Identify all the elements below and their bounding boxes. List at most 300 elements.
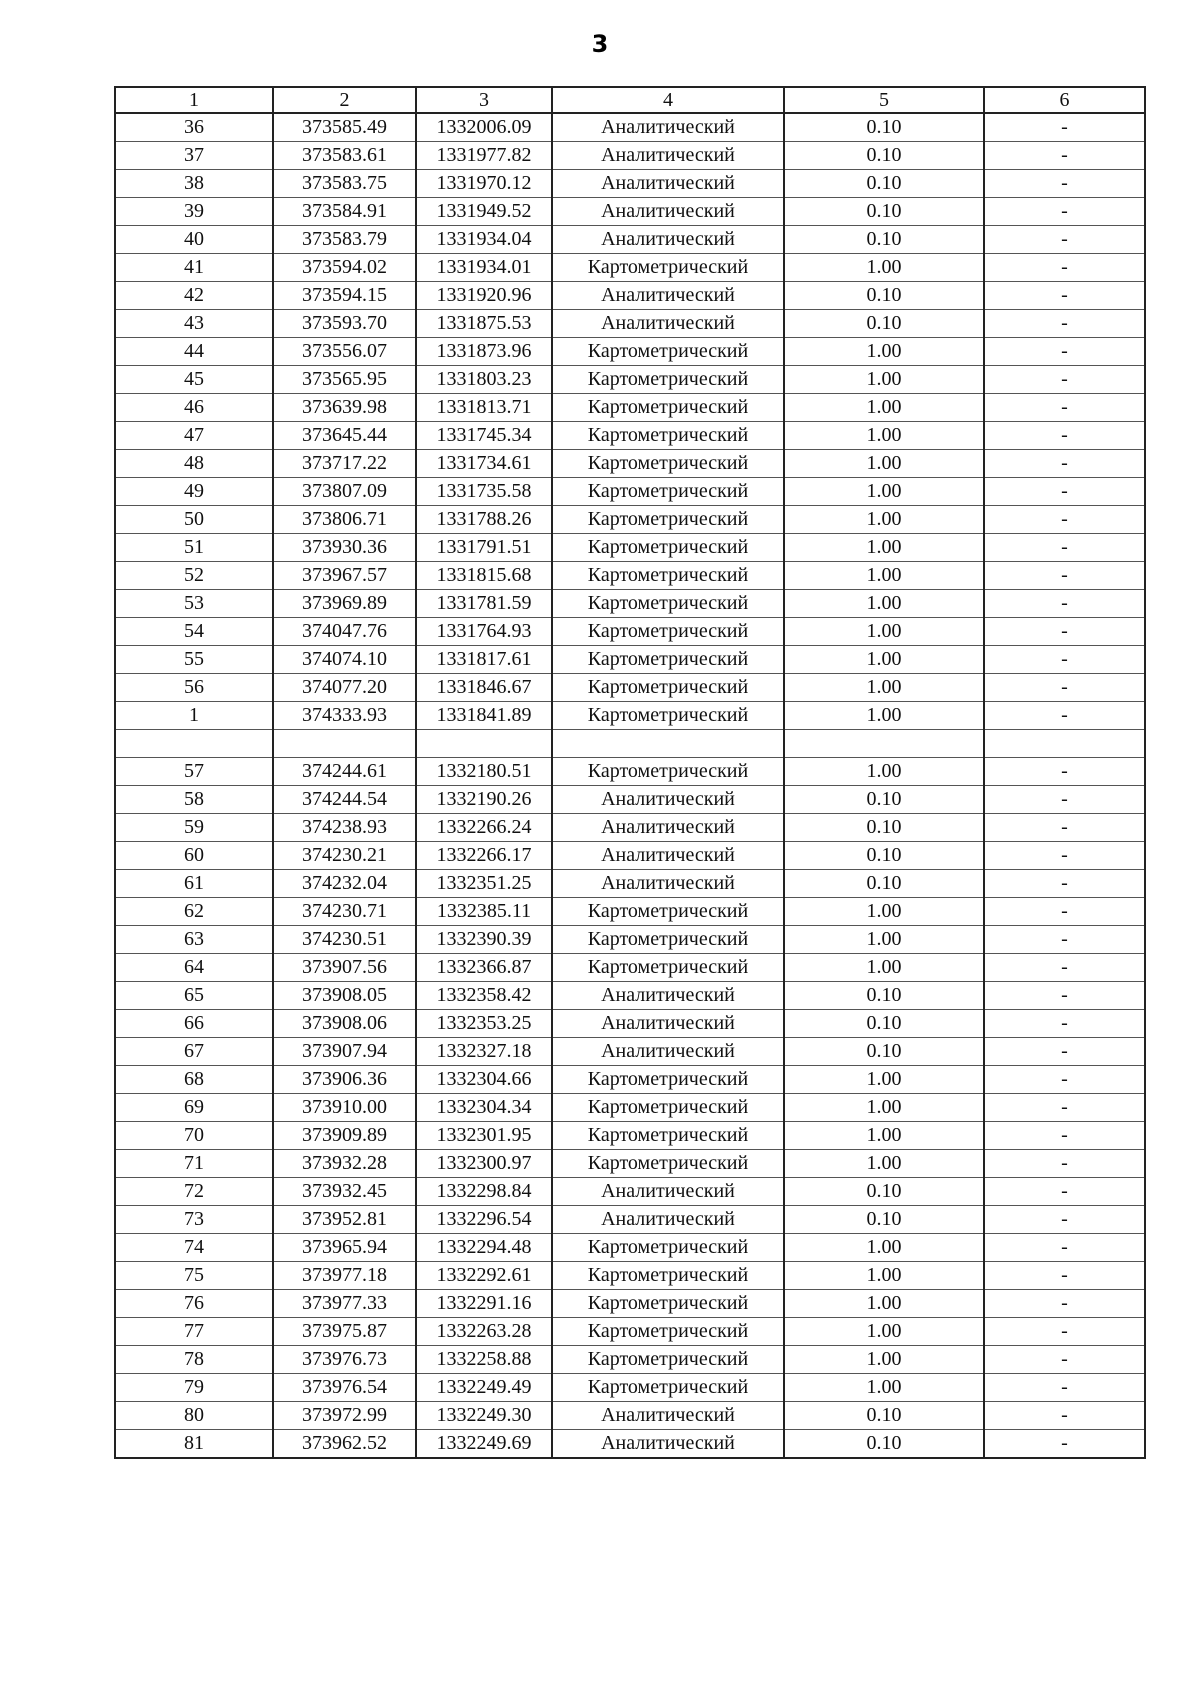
column-header: 4 xyxy=(552,87,784,113)
y-coordinate-cell: 1331735.58 xyxy=(416,478,552,506)
page-number: 3 xyxy=(591,30,609,58)
point-number-cell: 52 xyxy=(115,562,273,590)
note-cell: - xyxy=(984,422,1145,450)
x-coordinate-cell: 373908.06 xyxy=(273,1010,416,1038)
y-coordinate-cell: 1331920.96 xyxy=(416,282,552,310)
note-cell: - xyxy=(984,282,1145,310)
y-coordinate-cell: 1332304.66 xyxy=(416,1066,552,1094)
table-row xyxy=(115,1150,1145,1178)
y-coordinate-cell: 1331873.96 xyxy=(416,338,552,366)
accuracy-cell: 1.00 xyxy=(784,478,984,506)
accuracy-cell: 1.00 xyxy=(784,422,984,450)
accuracy-cell: 0.10 xyxy=(784,142,984,170)
accuracy-cell: 0.10 xyxy=(784,282,984,310)
note-cell: - xyxy=(984,982,1145,1010)
accuracy-cell: 1.00 xyxy=(784,1318,984,1346)
table-row xyxy=(115,1402,1145,1430)
y-coordinate-cell: 1332266.17 xyxy=(416,842,552,870)
point-number-cell: 60 xyxy=(115,842,273,870)
table-row xyxy=(115,170,1145,198)
point-number-cell: 67 xyxy=(115,1038,273,1066)
note-cell: - xyxy=(984,1402,1145,1430)
accuracy-cell: 1.00 xyxy=(784,646,984,674)
y-coordinate-cell: 1332304.34 xyxy=(416,1094,552,1122)
table-row xyxy=(115,422,1145,450)
table-row xyxy=(115,758,1145,786)
y-coordinate-cell: 1332006.09 xyxy=(416,113,552,142)
x-coordinate-cell: 373909.89 xyxy=(273,1122,416,1150)
x-coordinate-cell: 373967.57 xyxy=(273,562,416,590)
table-row xyxy=(115,394,1145,422)
point-number-cell: 69 xyxy=(115,1094,273,1122)
method-cell: Картометрический xyxy=(552,394,784,422)
point-number-cell: 61 xyxy=(115,870,273,898)
point-number-cell: 37 xyxy=(115,142,273,170)
y-coordinate-cell: 1332390.39 xyxy=(416,926,552,954)
note-cell: - xyxy=(984,898,1145,926)
method-cell: Картометрический xyxy=(552,254,784,282)
y-coordinate-cell: 1332300.97 xyxy=(416,1150,552,1178)
point-number-cell: 1 xyxy=(115,702,273,730)
table-row xyxy=(115,1290,1145,1318)
x-coordinate-cell: 374244.54 xyxy=(273,786,416,814)
point-number-cell: 78 xyxy=(115,1346,273,1374)
x-coordinate-cell: 374232.04 xyxy=(273,870,416,898)
note-cell: - xyxy=(984,506,1145,534)
x-coordinate-cell: 373585.49 xyxy=(273,113,416,142)
method-cell: Картометрический xyxy=(552,926,784,954)
note-cell: - xyxy=(984,198,1145,226)
method-cell: Картометрический xyxy=(552,954,784,982)
accuracy-cell: 0.10 xyxy=(784,1038,984,1066)
accuracy-cell: 1.00 xyxy=(784,1094,984,1122)
point-number-cell: 55 xyxy=(115,646,273,674)
accuracy-cell: 0.10 xyxy=(784,1010,984,1038)
point-number-cell: 43 xyxy=(115,310,273,338)
accuracy-cell: 1.00 xyxy=(784,758,984,786)
table-row xyxy=(115,982,1145,1010)
point-number-cell: 68 xyxy=(115,1066,273,1094)
y-coordinate-cell: 1332385.11 xyxy=(416,898,552,926)
note-cell: - xyxy=(984,562,1145,590)
method-cell: Аналитический xyxy=(552,1206,784,1234)
method-cell: Картометрический xyxy=(552,562,784,590)
point-number-cell: 58 xyxy=(115,786,273,814)
method-cell: Картометрический xyxy=(552,1290,784,1318)
x-coordinate-cell: 374238.93 xyxy=(273,814,416,842)
point-number-cell: 62 xyxy=(115,898,273,926)
note-cell: - xyxy=(984,1206,1145,1234)
method-cell: Аналитический xyxy=(552,982,784,1010)
accuracy-cell: 0.10 xyxy=(784,814,984,842)
note-cell: - xyxy=(984,338,1145,366)
point-number-cell: 56 xyxy=(115,674,273,702)
point-number-cell: 65 xyxy=(115,982,273,1010)
note-cell: - xyxy=(984,478,1145,506)
x-coordinate-cell: 373583.75 xyxy=(273,170,416,198)
x-coordinate-cell: 373932.28 xyxy=(273,1150,416,1178)
table-row xyxy=(115,870,1145,898)
x-coordinate-cell: 373976.54 xyxy=(273,1374,416,1402)
table-body xyxy=(115,113,1145,1458)
x-coordinate-cell: 373639.98 xyxy=(273,394,416,422)
accuracy-cell: 0.10 xyxy=(784,113,984,142)
table-row xyxy=(115,226,1145,254)
method-cell: Картометрический xyxy=(552,590,784,618)
x-coordinate-cell: 373594.02 xyxy=(273,254,416,282)
y-coordinate-cell: 1331934.01 xyxy=(416,254,552,282)
method-cell: Аналитический xyxy=(552,1178,784,1206)
table-row xyxy=(115,1094,1145,1122)
note-cell: - xyxy=(984,310,1145,338)
x-coordinate-cell: 374074.10 xyxy=(273,646,416,674)
accuracy-cell: 0.10 xyxy=(784,310,984,338)
x-coordinate-cell: 373952.81 xyxy=(273,1206,416,1234)
x-coordinate-cell: 373977.33 xyxy=(273,1290,416,1318)
method-cell: Картометрический xyxy=(552,534,784,562)
point-number-cell: 50 xyxy=(115,506,273,534)
x-coordinate-cell: 373977.18 xyxy=(273,1262,416,1290)
point-number-cell: 72 xyxy=(115,1178,273,1206)
note-cell: - xyxy=(984,1318,1145,1346)
y-coordinate-cell: 1332353.25 xyxy=(416,1010,552,1038)
x-coordinate-cell: 373908.05 xyxy=(273,982,416,1010)
note-cell: - xyxy=(984,1150,1145,1178)
note-cell: - xyxy=(984,1178,1145,1206)
table-row xyxy=(115,926,1145,954)
y-coordinate-cell: 1332301.95 xyxy=(416,1122,552,1150)
table-row xyxy=(115,506,1145,534)
x-coordinate-cell: 373975.87 xyxy=(273,1318,416,1346)
method-cell: Картометрический xyxy=(552,478,784,506)
note-cell: - xyxy=(984,1010,1145,1038)
column-header: 1 xyxy=(115,87,273,113)
y-coordinate-cell: 1331949.52 xyxy=(416,198,552,226)
x-coordinate-cell: 373910.00 xyxy=(273,1094,416,1122)
x-coordinate-cell: 374077.20 xyxy=(273,674,416,702)
note-cell: - xyxy=(984,954,1145,982)
method-cell: Картометрический xyxy=(552,618,784,646)
x-coordinate-cell: 373969.89 xyxy=(273,590,416,618)
point-number-cell: 77 xyxy=(115,1318,273,1346)
point-number-cell: 47 xyxy=(115,422,273,450)
point-number-cell: 81 xyxy=(115,1430,273,1459)
x-coordinate-cell: 373907.94 xyxy=(273,1038,416,1066)
point-number-cell: 71 xyxy=(115,1150,273,1178)
point-number-cell: 53 xyxy=(115,590,273,618)
y-coordinate-cell: 1332190.26 xyxy=(416,786,552,814)
table-row xyxy=(115,254,1145,282)
method-cell: Картометрический xyxy=(552,1262,784,1290)
point-number-cell: 48 xyxy=(115,450,273,478)
note-cell: - xyxy=(984,618,1145,646)
note-cell: - xyxy=(984,366,1145,394)
accuracy-cell: 1.00 xyxy=(784,618,984,646)
point-number-cell: 42 xyxy=(115,282,273,310)
x-coordinate-cell: 373807.09 xyxy=(273,478,416,506)
accuracy-cell: 1.00 xyxy=(784,1066,984,1094)
y-coordinate-cell: 1332266.24 xyxy=(416,814,552,842)
method-cell: Картометрический xyxy=(552,1374,784,1402)
x-coordinate-cell: 373906.36 xyxy=(273,1066,416,1094)
note-cell: - xyxy=(984,702,1145,730)
y-coordinate-cell: 1332249.30 xyxy=(416,1402,552,1430)
note-cell: - xyxy=(984,1066,1145,1094)
method-cell: Картометрический xyxy=(552,758,784,786)
table-row xyxy=(115,478,1145,506)
y-coordinate-cell: 1331734.61 xyxy=(416,450,552,478)
note-cell: - xyxy=(984,590,1145,618)
x-coordinate-cell: 373583.79 xyxy=(273,226,416,254)
note-cell xyxy=(984,730,1145,758)
table-row xyxy=(115,842,1145,870)
y-coordinate-cell: 1331977.82 xyxy=(416,142,552,170)
method-cell: Аналитический xyxy=(552,1038,784,1066)
x-coordinate-cell: 373584.91 xyxy=(273,198,416,226)
point-number-cell: 73 xyxy=(115,1206,273,1234)
x-coordinate-cell: 374230.71 xyxy=(273,898,416,926)
y-coordinate-cell: 1331788.26 xyxy=(416,506,552,534)
method-cell: Аналитический xyxy=(552,282,784,310)
table-row xyxy=(115,282,1145,310)
x-coordinate-cell: 373932.45 xyxy=(273,1178,416,1206)
y-coordinate-cell: 1331875.53 xyxy=(416,310,552,338)
method-cell: Аналитический xyxy=(552,142,784,170)
y-coordinate-cell: 1332294.48 xyxy=(416,1234,552,1262)
accuracy-cell: 1.00 xyxy=(784,534,984,562)
note-cell: - xyxy=(984,1038,1145,1066)
note-cell: - xyxy=(984,1122,1145,1150)
point-number-cell: 66 xyxy=(115,1010,273,1038)
point-number-cell: 74 xyxy=(115,1234,273,1262)
point-number-cell: 80 xyxy=(115,1402,273,1430)
table-row xyxy=(115,1430,1145,1459)
y-coordinate-cell: 1332249.69 xyxy=(416,1430,552,1459)
method-cell: Картометрический xyxy=(552,1094,784,1122)
point-number-cell: 41 xyxy=(115,254,273,282)
table-row xyxy=(115,1262,1145,1290)
y-coordinate-cell: 1332291.16 xyxy=(416,1290,552,1318)
method-cell: Картометрический xyxy=(552,898,784,926)
accuracy-cell: 1.00 xyxy=(784,254,984,282)
table-row xyxy=(115,366,1145,394)
point-number-cell: 51 xyxy=(115,534,273,562)
point-number-cell: 40 xyxy=(115,226,273,254)
table-row xyxy=(115,1038,1145,1066)
accuracy-cell: 1.00 xyxy=(784,1290,984,1318)
method-cell: Картометрический xyxy=(552,450,784,478)
x-coordinate-cell: 373645.44 xyxy=(273,422,416,450)
method-cell: Аналитический xyxy=(552,198,784,226)
point-number-cell: 79 xyxy=(115,1374,273,1402)
note-cell: - xyxy=(984,870,1145,898)
x-coordinate-cell xyxy=(273,730,416,758)
y-coordinate-cell: 1331841.89 xyxy=(416,702,552,730)
y-coordinate-cell: 1331803.23 xyxy=(416,366,552,394)
accuracy-cell: 1.00 xyxy=(784,366,984,394)
point-number-cell: 57 xyxy=(115,758,273,786)
accuracy-cell xyxy=(784,730,984,758)
y-coordinate-cell: 1332292.61 xyxy=(416,1262,552,1290)
x-coordinate-cell: 374047.76 xyxy=(273,618,416,646)
accuracy-cell: 1.00 xyxy=(784,926,984,954)
accuracy-cell: 1.00 xyxy=(784,590,984,618)
point-number-cell: 59 xyxy=(115,814,273,842)
table-row xyxy=(115,534,1145,562)
accuracy-cell: 1.00 xyxy=(784,1122,984,1150)
column-header: 2 xyxy=(273,87,416,113)
accuracy-cell: 1.00 xyxy=(784,898,984,926)
method-cell: Аналитический xyxy=(552,842,784,870)
accuracy-cell: 1.00 xyxy=(784,338,984,366)
accuracy-cell: 1.00 xyxy=(784,1346,984,1374)
accuracy-cell: 0.10 xyxy=(784,226,984,254)
method-cell: Картометрический xyxy=(552,506,784,534)
method-cell: Картометрический xyxy=(552,1122,784,1150)
y-coordinate-cell: 1332327.18 xyxy=(416,1038,552,1066)
point-number-cell: 45 xyxy=(115,366,273,394)
y-coordinate-cell: 1332263.28 xyxy=(416,1318,552,1346)
table-row xyxy=(115,1346,1145,1374)
method-cell: Аналитический xyxy=(552,1402,784,1430)
x-coordinate-cell: 373583.61 xyxy=(273,142,416,170)
x-coordinate-cell: 373593.70 xyxy=(273,310,416,338)
y-coordinate-cell: 1331934.04 xyxy=(416,226,552,254)
method-cell: Аналитический xyxy=(552,170,784,198)
x-coordinate-cell: 373806.71 xyxy=(273,506,416,534)
y-coordinate-cell: 1332358.42 xyxy=(416,982,552,1010)
table-row xyxy=(115,702,1145,730)
table-row xyxy=(115,1318,1145,1346)
table-row xyxy=(115,1374,1145,1402)
note-cell: - xyxy=(984,254,1145,282)
accuracy-cell: 0.10 xyxy=(784,842,984,870)
table-row xyxy=(115,310,1145,338)
note-cell: - xyxy=(984,1094,1145,1122)
accuracy-cell: 1.00 xyxy=(784,506,984,534)
x-coordinate-cell: 374230.51 xyxy=(273,926,416,954)
note-cell: - xyxy=(984,758,1145,786)
accuracy-cell: 0.10 xyxy=(784,170,984,198)
accuracy-cell: 1.00 xyxy=(784,1150,984,1178)
note-cell: - xyxy=(984,534,1145,562)
y-coordinate-cell: 1331817.61 xyxy=(416,646,552,674)
method-cell: Картометрический xyxy=(552,702,784,730)
y-coordinate-cell: 1331970.12 xyxy=(416,170,552,198)
y-coordinate-cell: 1331781.59 xyxy=(416,590,552,618)
note-cell: - xyxy=(984,170,1145,198)
y-coordinate-cell: 1332298.84 xyxy=(416,1178,552,1206)
table-row xyxy=(115,954,1145,982)
note-cell: - xyxy=(984,142,1145,170)
accuracy-cell: 1.00 xyxy=(784,1262,984,1290)
point-number-cell: 39 xyxy=(115,198,273,226)
table-row xyxy=(115,113,1145,142)
table-header-row xyxy=(115,87,1145,113)
y-coordinate-cell: 1332180.51 xyxy=(416,758,552,786)
y-coordinate-cell: 1331813.71 xyxy=(416,394,552,422)
x-coordinate-cell: 374230.21 xyxy=(273,842,416,870)
y-coordinate-cell: 1332258.88 xyxy=(416,1346,552,1374)
point-number-cell: 49 xyxy=(115,478,273,506)
coordinates-table xyxy=(114,86,1146,1459)
note-cell: - xyxy=(984,450,1145,478)
y-coordinate-cell: 1331745.34 xyxy=(416,422,552,450)
x-coordinate-cell: 373556.07 xyxy=(273,338,416,366)
point-number-cell xyxy=(115,730,273,758)
method-cell: Картометрический xyxy=(552,646,784,674)
table-row xyxy=(115,1066,1145,1094)
x-coordinate-cell: 373972.99 xyxy=(273,1402,416,1430)
accuracy-cell: 0.10 xyxy=(784,1206,984,1234)
table-row xyxy=(115,898,1145,926)
y-coordinate-cell: 1331815.68 xyxy=(416,562,552,590)
y-coordinate-cell xyxy=(416,730,552,758)
method-cell: Картометрический xyxy=(552,674,784,702)
method-cell: Картометрический xyxy=(552,366,784,394)
note-cell: - xyxy=(984,226,1145,254)
x-coordinate-cell: 374333.93 xyxy=(273,702,416,730)
column-header: 6 xyxy=(984,87,1145,113)
accuracy-cell: 0.10 xyxy=(784,870,984,898)
table-row xyxy=(115,1010,1145,1038)
column-header: 3 xyxy=(416,87,552,113)
accuracy-cell: 1.00 xyxy=(784,1374,984,1402)
x-coordinate-cell: 373965.94 xyxy=(273,1234,416,1262)
method-cell: Аналитический xyxy=(552,113,784,142)
y-coordinate-cell: 1332351.25 xyxy=(416,870,552,898)
accuracy-cell: 1.00 xyxy=(784,1234,984,1262)
table-row xyxy=(115,1206,1145,1234)
note-cell: - xyxy=(984,646,1145,674)
table-row xyxy=(115,618,1145,646)
note-cell: - xyxy=(984,842,1145,870)
y-coordinate-cell: 1331846.67 xyxy=(416,674,552,702)
note-cell: - xyxy=(984,1346,1145,1374)
note-cell: - xyxy=(984,1374,1145,1402)
note-cell: - xyxy=(984,113,1145,142)
note-cell: - xyxy=(984,814,1145,842)
method-cell: Аналитический xyxy=(552,870,784,898)
method-cell: Картометрический xyxy=(552,1318,784,1346)
y-coordinate-cell: 1331764.93 xyxy=(416,618,552,646)
accuracy-cell: 1.00 xyxy=(784,674,984,702)
x-coordinate-cell: 373565.95 xyxy=(273,366,416,394)
point-number-cell: 54 xyxy=(115,618,273,646)
point-number-cell: 70 xyxy=(115,1122,273,1150)
y-coordinate-cell: 1331791.51 xyxy=(416,534,552,562)
accuracy-cell: 0.10 xyxy=(784,198,984,226)
method-cell: Аналитический xyxy=(552,786,784,814)
accuracy-cell: 1.00 xyxy=(784,562,984,590)
accuracy-cell: 1.00 xyxy=(784,702,984,730)
table-row xyxy=(115,646,1145,674)
table-row xyxy=(115,562,1145,590)
y-coordinate-cell: 1332296.54 xyxy=(416,1206,552,1234)
method-cell: Картометрический xyxy=(552,422,784,450)
method-cell: Аналитический xyxy=(552,226,784,254)
method-cell: Аналитический xyxy=(552,814,784,842)
note-cell: - xyxy=(984,1262,1145,1290)
table-row xyxy=(115,1122,1145,1150)
accuracy-cell: 1.00 xyxy=(784,394,984,422)
accuracy-cell: 0.10 xyxy=(784,786,984,814)
method-cell: Картометрический xyxy=(552,338,784,366)
column-header: 5 xyxy=(784,87,984,113)
point-number-cell: 44 xyxy=(115,338,273,366)
table-row xyxy=(115,590,1145,618)
table-row xyxy=(115,730,1145,758)
